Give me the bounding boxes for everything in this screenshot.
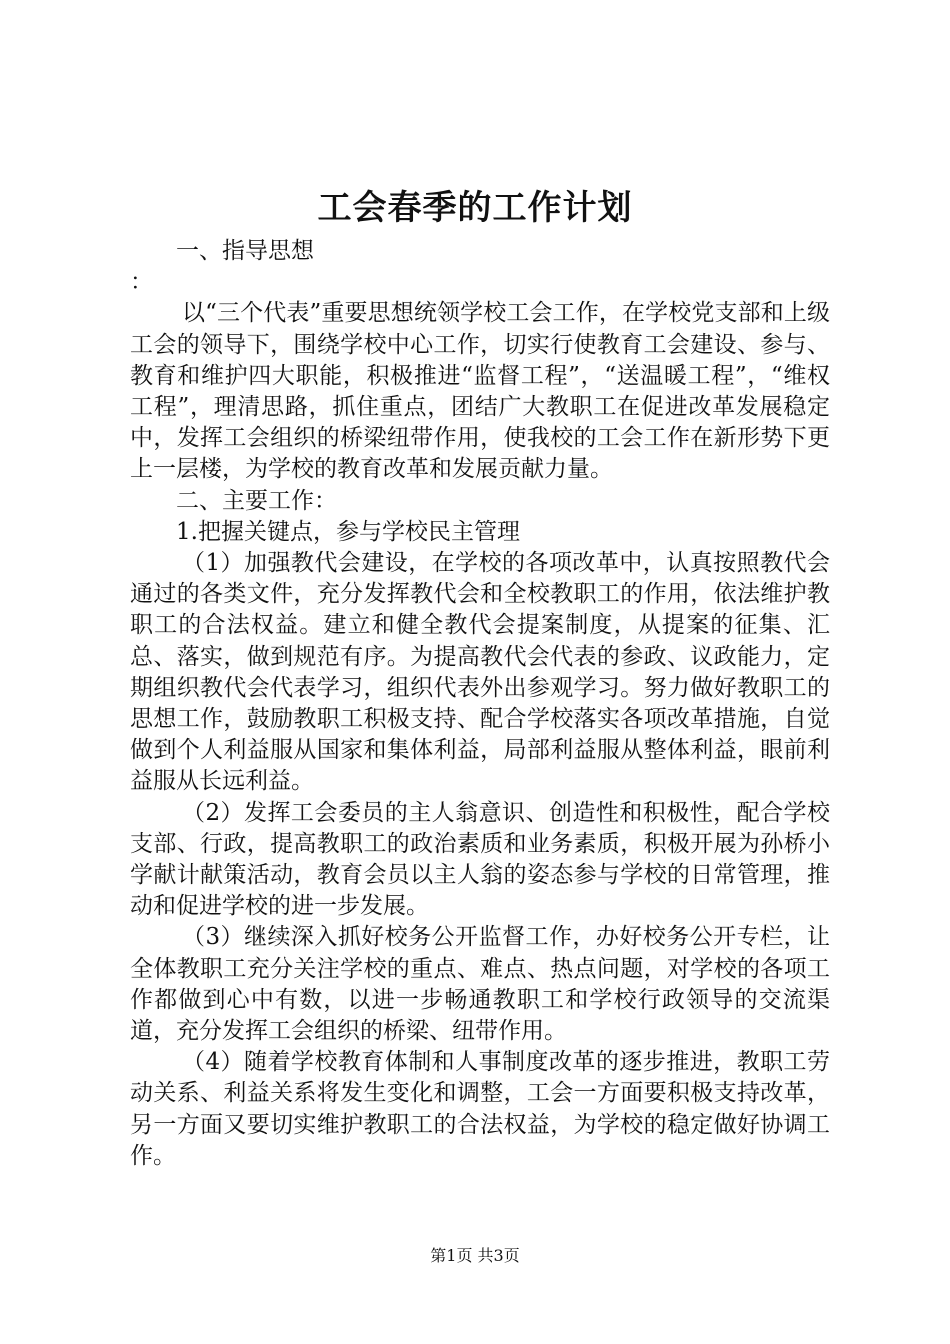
list-item-4: （4）随着学校教育体制和人事制度改革的逐步推进，教职工劳动关系、利益关系将发生变化和调整，工会一方面要积极支持改革，另一方面又要切实维护教职工的合法权益，为学校的稳定做好协调工作。 — [130, 1049, 830, 1169]
page-footer: 第1页 共3页 — [430, 1246, 520, 1265]
subheading-democratic-management: 1.把握关键点，参与学校民主管理 — [176, 518, 520, 545]
section-heading-main-work: 二、主要工作： — [176, 487, 337, 514]
heading-colon: ： — [130, 269, 153, 296]
section-heading-guiding-ideology: 一、指导思想 — [176, 238, 314, 264]
document-body — [130, 236, 830, 1172]
list-item-1: （1）加强教代会建设，在学校的各项改革中，认真按照教代会通过的各类文件，充分发挥教代会和全校教职工的作用，依法维护教职工的合法权益。建立和健全教代会提案制度，从提案的征集、汇总、落实，做到规范有序。为提高教代会代表的参政、议政能力，定期组织教代会代表学习，组织代表外出参观学习。努力做好教职工的思想工作，鼓励教职工积极支持、配合学校落实各项改革措施，自觉做到个人利益服从国家和集体利益，局部利益服从整体利益，眼前利益服从长远利益。 — [130, 550, 830, 795]
list-item-2: （2）发挥工会委员的主人翁意识、创造性和积极性，配合学校支部、行政，提高教职工的政治素质和业务素质，积极开展为孙桥小学献计献策活动，教育会员以主人翁的姿态参与学校的日常管理，推动和促进学校的进一步发展。 — [130, 799, 830, 920]
paragraph-guiding-ideology: 以“三个代表”重要思想统领学校工会工作，在学校党支部和上级工会的领导下，围绕学校中心工作，切实行使教育工会建设、参与、教育和维护四大职能，积极推进“监督工程”，“送温暖工程”，“维权工程”，理清思路，抓住重点，团结广大教职工在促进改革发展稳定中，发挥工会组织的桥梁纽带作用，使我校的工会工作在新形势下更上一层楼，为学校的教育改革和发展贡献力量。 — [130, 300, 830, 483]
list-item-3: （3）继续深入抓好校务公开监督工作，办好校务公开专栏，让全体教职工充分关注学校的重点、难点、热点问题，对学校的各项工作都做到心中有数，以进一步畅通教职工和学校行政领导的交流渠道，充分发挥工会组织的桥梁、纽带作用。 — [130, 924, 830, 1045]
document-title: 工会春季的工作计划 — [317, 188, 633, 228]
